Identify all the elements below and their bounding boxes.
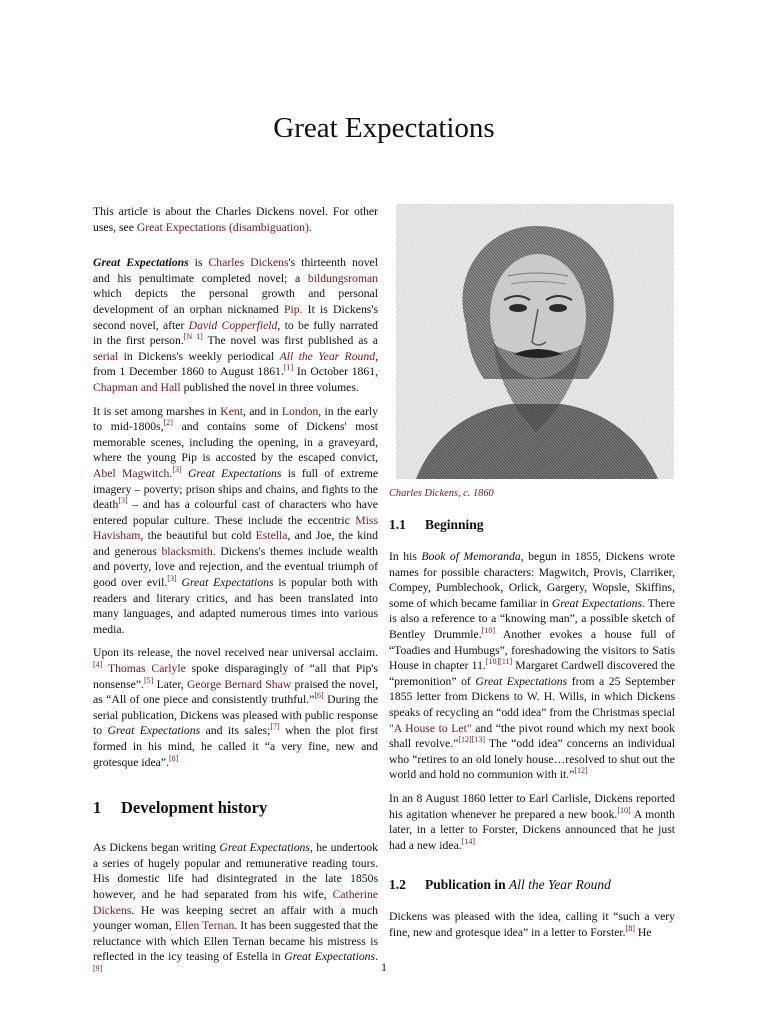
text: when the plot first formed in his mind, he called it “a very fine, new and grotesque idea”. <box>93 724 379 769</box>
reference-link[interactable]: [1] <box>283 363 294 373</box>
publication-paragraph <box>389 909 675 940</box>
reference-link[interactable]: [8] <box>168 753 179 763</box>
text: He <box>634 925 652 939</box>
text: A month later, in a letter to Forster, Dickens announced that he just had a new idea. <box>389 807 675 852</box>
italic-title: Great Expectations <box>181 576 274 590</box>
link-all-the-year-round[interactable]: All the Year Round <box>279 349 376 363</box>
italic-title: Great Expectations <box>475 674 568 688</box>
link-ellen-ternan[interactable]: Ellen Ternan <box>174 919 235 933</box>
link-pip[interactable]: Pip <box>283 302 300 316</box>
beginning-paragraph-1 <box>389 549 675 783</box>
text: , he undertook a series of hugely popular and remunerative reading tours. His domestic life had disintegrated in the late 1850s however, and he had separated from his wife, <box>93 841 378 901</box>
portrait-image[interactable] <box>396 204 674 479</box>
text: . <box>169 466 173 480</box>
link-blacksmith[interactable]: blacksmith <box>161 544 213 558</box>
subsection-heading-publication <box>389 877 675 893</box>
reference-link[interactable]: [10] <box>481 626 495 636</box>
bold-title: Great Expectations <box>93 256 189 270</box>
hatnote-text: This article is about the Charles Dickens novel. For other uses, see <box>93 205 378 234</box>
link-estella[interactable]: Estella <box>255 529 288 543</box>
portrait-engraving <box>396 204 674 479</box>
italic-title: Book of Memoranda <box>421 550 521 563</box>
italic-title: Great Expectations <box>551 596 643 610</box>
text: is <box>188 256 209 270</box>
reference-link[interactable]: [2] <box>163 418 173 428</box>
reference-link[interactable]: [4] <box>93 660 103 670</box>
reference-link[interactable]: [8] <box>625 923 635 933</box>
text: , in the early to mid-1800s, <box>93 404 378 434</box>
text: which depicts the personal growth and personal development of an orphan nicknamed <box>93 287 378 316</box>
figure-caption: Charles Dickens, c. 1860 <box>389 488 494 499</box>
intro-paragraph-2 <box>93 404 378 638</box>
text: Dickens was pleased with the idea, calling it “such a very fine, new and grotesque idea” in a letter to Forster. <box>389 910 675 939</box>
subsection-title-italic: All the Year Round <box>509 877 611 893</box>
reference-link[interactable]: [3] <box>118 496 128 506</box>
subsection-title: Publication in <box>425 877 510 893</box>
text: The novel was first published as a <box>202 334 378 348</box>
hatnote <box>93 204 378 235</box>
beginning-paragraph-2 <box>389 791 675 853</box>
page-title: Great Expectations <box>273 112 495 144</box>
link-george-bernard-shaw[interactable]: George Bernard Shaw <box>186 677 292 691</box>
text: . There is also a reference to a “knowing man”, a possible sketch of Bentley Drummle. <box>389 596 675 641</box>
text: , the beautiful but cold <box>140 529 256 543</box>
subsection-number: 1.1 <box>389 517 406 532</box>
text: In an 8 August 1860 letter to Earl Carlisle, Dickens reported his agitation whenever he prepared a new book. <box>389 791 675 821</box>
text: is full of extreme imagery – poverty; prison ships and chains, and fights to the death <box>93 466 379 512</box>
subsection-title: Beginning <box>425 517 484 532</box>
text: is popular both with readers and literary critics, and has been translated into many languages, and adapted numerous times into various media. <box>93 576 379 636</box>
reference-link[interactable]: [6] <box>314 691 324 701</box>
reference-link[interactable]: [10][11] <box>485 657 513 667</box>
reference-link[interactable]: [12][13] <box>458 735 486 745</box>
text: in Dickens's weekly periodical <box>118 349 280 363</box>
page-number: 1 <box>381 960 387 974</box>
section-number: 1 <box>93 798 102 818</box>
disambiguation-link[interactable]: Great Expectations (disambiguation) <box>136 220 309 234</box>
text: In his <box>389 550 422 563</box>
text: During the serial publication, Dickens was pleased with public response to <box>93 693 379 738</box>
link-thomas-carlyle[interactable]: Thomas Carlyle <box>107 662 186 676</box>
subsection-number: 1.2 <box>389 877 406 893</box>
left-column <box>93 204 378 989</box>
text: praised the novel, as “All of one piece and consistently truthful.” <box>93 677 378 707</box>
reference-link[interactable]: [9] <box>93 964 103 974</box>
text: spoke disparagingly of “all that Pip's nonsense”. <box>93 662 378 691</box>
link-abel-magwitch[interactable]: Abel Magwitch <box>93 466 170 480</box>
right-column <box>389 204 675 948</box>
reference-link[interactable]: [N 1] <box>183 332 203 342</box>
section-title: Development history <box>121 798 268 818</box>
italic-title: Great Expectations <box>284 950 376 964</box>
reference-link[interactable]: [5] <box>143 675 154 685</box>
intro-paragraph-3 <box>93 645 378 770</box>
link-london[interactable]: London <box>281 404 319 418</box>
italic-title: Great Expectations <box>219 841 310 855</box>
text: , begun in 1855, Dickens wrote names for possible characters: Magwitch, Provis, Clarriker, Compey, Pumblechook, Orlick, Gargery, Wopsle, Skiffins, some of which became familiar in <box>389 550 676 610</box>
text: . <box>375 950 378 964</box>
italic-title: Great Expectations <box>187 466 282 480</box>
text: and contains some of Dickens' most memorable scenes, including the opening, in a graveyard, where the young Pip is accosted by the escaped convict, <box>93 420 378 465</box>
text: and “the pivot round which my next book shall revolve.” <box>389 721 675 751</box>
link-miss-havisham[interactable]: Miss Havisham <box>93 513 378 543</box>
text: Margaret Cardwell discovered the “premonition” of <box>389 659 675 688</box>
text: . It has been suggested that the reluctance with which Ellen Ternan became his mistress is reflected in the icy teasing of Estella in <box>93 919 378 964</box>
italic-title: Great Expectations <box>107 724 201 738</box>
text: published the novel in three volumes. <box>180 380 359 394</box>
text: In October 1861, <box>293 365 378 379</box>
text: , and Joe, the kind and generous <box>93 529 378 558</box>
reference-link[interactable]: [3] <box>167 574 177 584</box>
hatnote-end: . <box>308 220 312 234</box>
reference-link[interactable]: [12] <box>574 766 588 776</box>
text: 's thirteenth novel and his penultimate completed novel; a <box>93 256 378 285</box>
text: and its sales; <box>200 724 271 738</box>
text: . It is Dickens's second novel, after <box>93 302 379 332</box>
intro-paragraph-1 <box>93 255 378 395</box>
text: Later, <box>153 677 187 691</box>
text: . He was keeping secret an affair with a much younger woman, <box>93 903 378 933</box>
text: . Dickens's themes include wealth and poverty, love and rejection, and the eventual triumph of good over evil. <box>93 544 378 590</box>
link-chapman-and-hall[interactable]: Chapman and Hall <box>93 380 181 394</box>
link-kent[interactable]: Kent <box>220 404 243 418</box>
text: The “odd idea” concerns an individual who “retires to an old lonely house…resolved to shut out the world and hold no communion with it.” <box>389 737 676 782</box>
text: As Dickens began writing <box>93 841 220 855</box>
text: , from 1 December 1860 to August 1861. <box>93 349 378 379</box>
link-bildungsroman[interactable]: bildungsroman <box>307 271 378 285</box>
text: from a 25 September 1855 letter from Dickens to W. H. Wills, in which Dickens speaks of recycling an “odd idea” from the Christmas special <box>389 674 676 719</box>
reference-link[interactable]: [14] <box>461 836 476 846</box>
reference-link[interactable]: [3] <box>172 465 182 475</box>
link-a-house-to-let[interactable]: "A House to Let" <box>389 721 472 735</box>
subsection-heading-beginning <box>389 517 675 533</box>
reference-link[interactable]: [7] <box>270 722 280 732</box>
link-serial[interactable]: serial <box>93 349 119 363</box>
text: , and in <box>242 404 282 418</box>
link-catherine-dickens[interactable]: Catherine Dickens <box>93 887 378 917</box>
section-heading-development-history <box>93 798 378 818</box>
text: , to be fully narrated in the first person. <box>93 318 378 348</box>
link-charles-dickens[interactable]: Charles Dickens <box>208 256 289 270</box>
text: – and has a colourful cast of characters who have entered popular culture. These include the eccentric <box>93 498 378 527</box>
text: Another evokes a house full of “Toadies and Humbugs”, foreshadowing the visitors to Satis House in chapter 11. <box>389 627 675 673</box>
reference-link[interactable]: [10] <box>617 805 631 815</box>
text: It is set among marshes in <box>93 404 221 418</box>
text: Upon its release, the novel received near universal acclaim. <box>93 646 378 660</box>
link-david-copperfield[interactable]: David Copperfield <box>188 318 278 332</box>
